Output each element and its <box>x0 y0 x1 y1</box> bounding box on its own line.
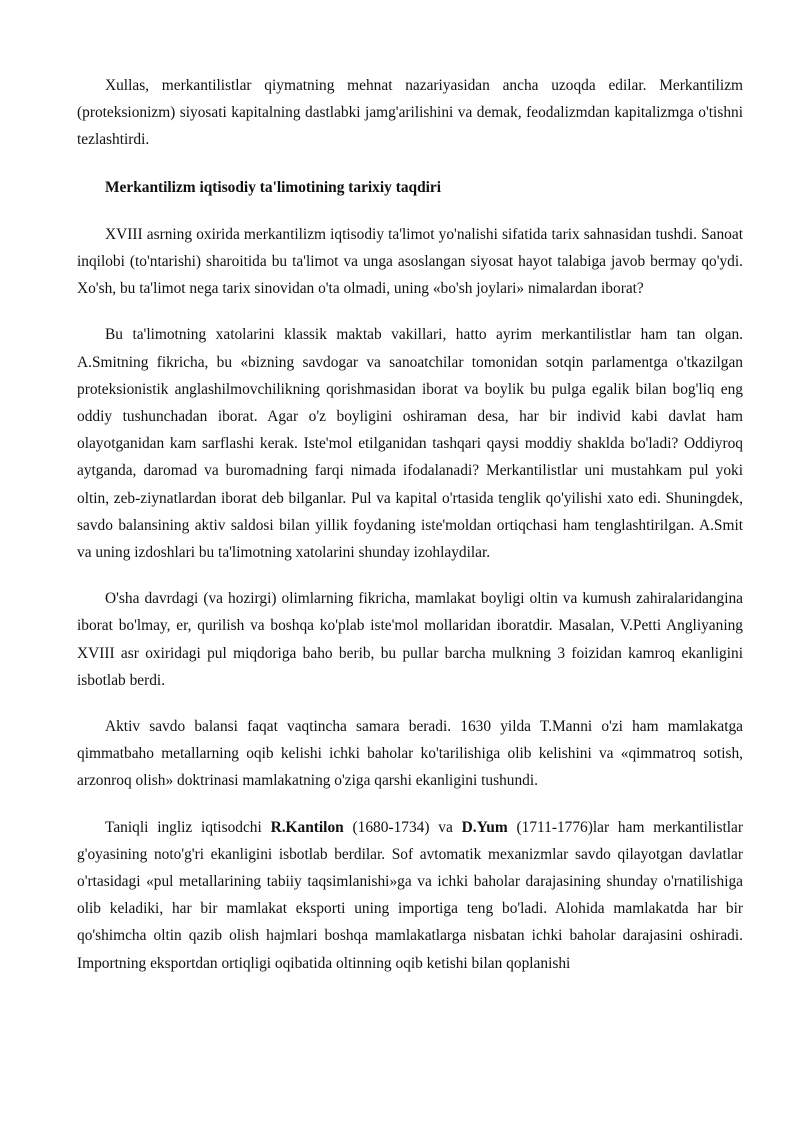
paragraph-2: XVIII asrning oxirida merkantilizm iqtisodiy ta'limot yo'nalishi sifatida tarix sahnasidan tushdi. Sanoat inqilobi (to'ntarishi) sharoitida bu ta'limot va unga asoslangan siyosat hayot talabiga javob bermay qo'ydi. Xo'sh, bu ta'limot nega tarix sinovidan o'ta olmadi, uning «bo'sh joylari» nimalardan iborat? <box>77 225 743 298</box>
author-name-yum: D.Yum <box>461 818 508 836</box>
paragraph-6 <box>77 814 743 977</box>
paragraph-1: Xullas, merkantilistlar qiymatning mehnat nazariyasidan ancha uzoqda edilar. Merkantilizm (proteksionizm) siyosati kapitalning dastlabki jamg'arilishini va demak, feodalizmdan kapitalizmga o'tishni tezlashtirdi. <box>77 77 743 149</box>
paragraph-6-text-a: Taniqli ingliz iqtisodchi <box>105 818 271 836</box>
document-page <box>77 72 743 977</box>
paragraph-6-text-b: (1680-1734) va <box>343 818 462 836</box>
author-name-kantilon: R.Kantilon <box>270 818 344 836</box>
paragraph-3: Bu ta'limotning xatolarini klassik maktab vakillari, hatto ayrim merkantilistlar ham tan olgan. A.Smitning fikricha, bu «bizning savdogar va sanoatchilar tomonidan sotqin parlamentga o'tkazilgan proteksionistik anglashilmovchilikning qorishmasidan iborat va boylik bu pulga egalik bilan bog'liq eng oddiy tushunchadan iborat. Agar o'z boyligini oshiraman desa, har bir individ kabi davlat ham olayotganidan kam sarflashi kerak. Iste'mol etilganidan tashqari qaysi moddiy shaklda bo'ladi? Oddiyroq aytganda, daromad va buromadning farqi nimada ifodalanadi? Merkantilistlar uni mustahkam pul yoki oltin, zeb-ziynatlardan iborat deb bilganlar. Pul va kapital o'rtasida tenglik qo'yilishi xato edi. Shuningdek, savdo balansining aktiv saldosi bilan yillik foydaning iste'moldan ortiqchasi ham tenglashtirilgan. A.Smit va uning izdoshlari bu ta'limotning xatolarini shunday izohlaydilar. <box>77 326 743 562</box>
paragraph-5: Aktiv savdo balansi faqat vaqtincha samara beradi. 1630 yilda T.Manni o'zi ham mamlakatga qimmatbaho metallarning oqib kelishi ichki baholar ko'tarilishiga olib kelishini va «qimmatroq sotish, arzonroq olish» doktrinasi mamlakatning o'ziga qarshi ekanligini tushundi. <box>77 718 743 790</box>
paragraph-6-text-c: (1711-1776)lar ham merkantilistlar g'oyasining noto'g'ri ekanligini isbotlab berdilar. Sof avtomatik mexanizmlar savdo qilayotgan davlatlar o'rtasidagi «pul metallarining tabiiy taqsimlanishi»ga va ichki baholar darajasining shunday o'rnatilishiga olib keladiki, har bir mamlakat eksporti uning importiga teng bo'ladi. Alohida mamlakatda har bir qo'shimcha oltin qazib olish hajmlari boshqa mamlakatlarga nisbatan ichki baholar darajasini oshiradi. Importning eksportdan ortiqligi oqibatida oltinning oqib ketishi bilan qoplanishi <box>77 818 743 972</box>
paragraph-4: O'sha davrdagi (va hozirgi) olimlarning fikricha, mamlakat boyligi oltin va kumush zahiralaridangina iborat bo'lmay, er, qurilish va boshqa ko'plab iste'mol mollaridan iboratdir. Masalan, V.Petti Angliyaning XVIII asr oxiridagi pul miqdoriga baho berib, bu pullar barcha mulkning 3 foizidan kamroq ekanligini isbotlab berdi. <box>77 590 743 689</box>
section-heading: Merkantilizm iqtisodiy ta'limotining tarixiy taqdiri <box>105 178 442 196</box>
